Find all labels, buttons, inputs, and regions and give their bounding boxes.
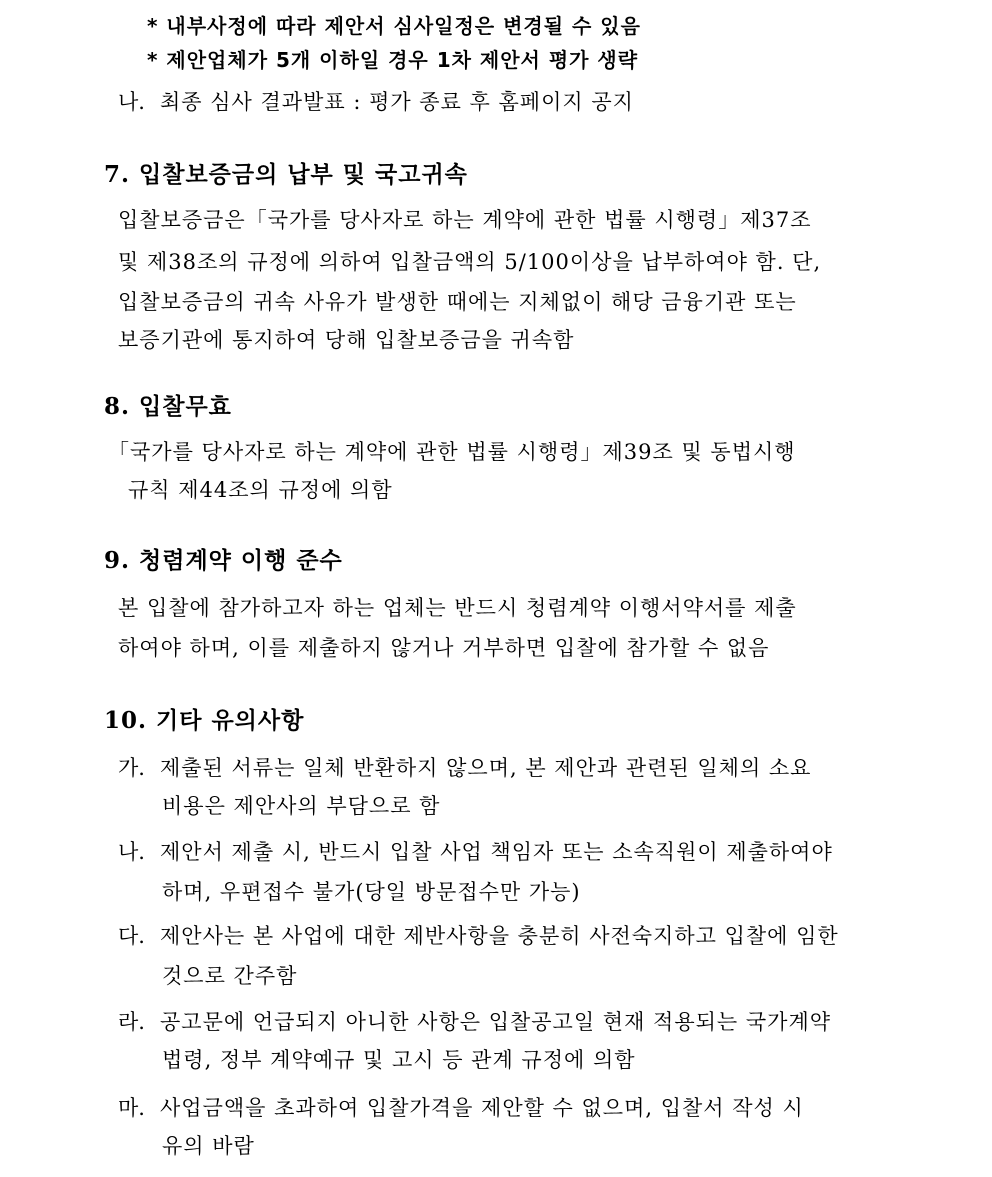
notice-item-ma-line-1: 사업금액을 초과하여 입찰가격을 제안할 수 없으며, 입찰서 작성 시 [160, 1096, 804, 1120]
section-7-line-3: 입찰보증금의 귀속 사유가 발생한 때에는 지체없이 해당 금융기관 또는 [118, 290, 797, 314]
notice-item-na-line-1: 제안서 제출 시, 반드시 입찰 사업 책임자 또는 소속직원이 제출하여야 [160, 840, 833, 864]
section-9-line-1: 본 입찰에 참가하고자 하는 업체는 반드시 청렴계약 이행서약서를 제출 [118, 596, 797, 620]
schedule-change-note: * 내부사정에 따라 제안서 심사일정은 변경될 수 있음 [147, 14, 641, 38]
section-8-heading: 8. 입찰무효 [104, 393, 232, 420]
notice-item-ma-marker: 마. [118, 1096, 145, 1120]
notice-item-ga-line-1: 제출된 서류는 일체 반환하지 않으며, 본 제안과 관련된 일체의 소요 [160, 756, 812, 780]
notice-item-da-line-2: 것으로 간주함 [162, 964, 298, 988]
notice-item-ra-line-2: 법령, 정부 계약예규 및 고시 등 관계 규정에 의함 [162, 1048, 636, 1072]
section-10-heading: 10. 기타 유의사항 [104, 707, 305, 734]
notice-item-na-marker: 나. [118, 840, 145, 864]
section-8-line-2: 규칙 제44조의 규정에 의함 [128, 478, 393, 502]
section-9-line-2: 하여야 하며, 이를 제출하지 않거나 거부하면 입찰에 참가할 수 없음 [118, 636, 770, 660]
notice-item-ra-line-1: 공고문에 언급되지 아니한 사항은 입찰공고일 현재 적용되는 국가계약 [160, 1010, 832, 1034]
notice-item-ma-line-2: 유의 바람 [162, 1134, 255, 1158]
section-7-line-1: 입찰보증금은「국가를 당사자로 하는 계약에 관한 법률 시행령」제37조 [118, 208, 812, 232]
notice-item-da-marker: 다. [118, 924, 145, 948]
result-item-marker: 나. [118, 90, 145, 114]
section-7-line-2: 및 제38조의 규정에 의하여 입찰금액의 5/100이상을 납부하여야 함. 단, [118, 250, 822, 274]
notice-item-ga-marker: 가. [118, 756, 145, 780]
evaluation-skip-note: * 제안업체가 5개 이하일 경우 1차 제안서 평가 생략 [147, 48, 639, 72]
notice-item-da-line-1: 제안사는 본 사업에 대한 제반사항을 충분히 사전숙지하고 입찰에 임한 [160, 924, 839, 948]
notice-item-na-line-2: 하며, 우편접수 불가(당일 방문접수만 가능) [162, 880, 581, 904]
section-8-line-1: 「국가를 당사자로 하는 계약에 관한 법률 시행령」제39조 및 동법시행 [108, 440, 796, 464]
section-7-line-4: 보증기관에 통지하여 당해 입찰보증금을 귀속함 [118, 328, 575, 352]
section-9-heading: 9. 청렴계약 이행 준수 [104, 547, 343, 574]
notice-item-ra-marker: 라. [118, 1010, 145, 1034]
section-7-heading: 7. 입찰보증금의 납부 및 국고귀속 [104, 161, 468, 188]
notice-item-ga-line-2: 비용은 제안사의 부담으로 함 [162, 794, 441, 818]
result-item-text: 최종 심사 결과발표 : 평가 종료 후 홈페이지 공지 [160, 90, 634, 114]
